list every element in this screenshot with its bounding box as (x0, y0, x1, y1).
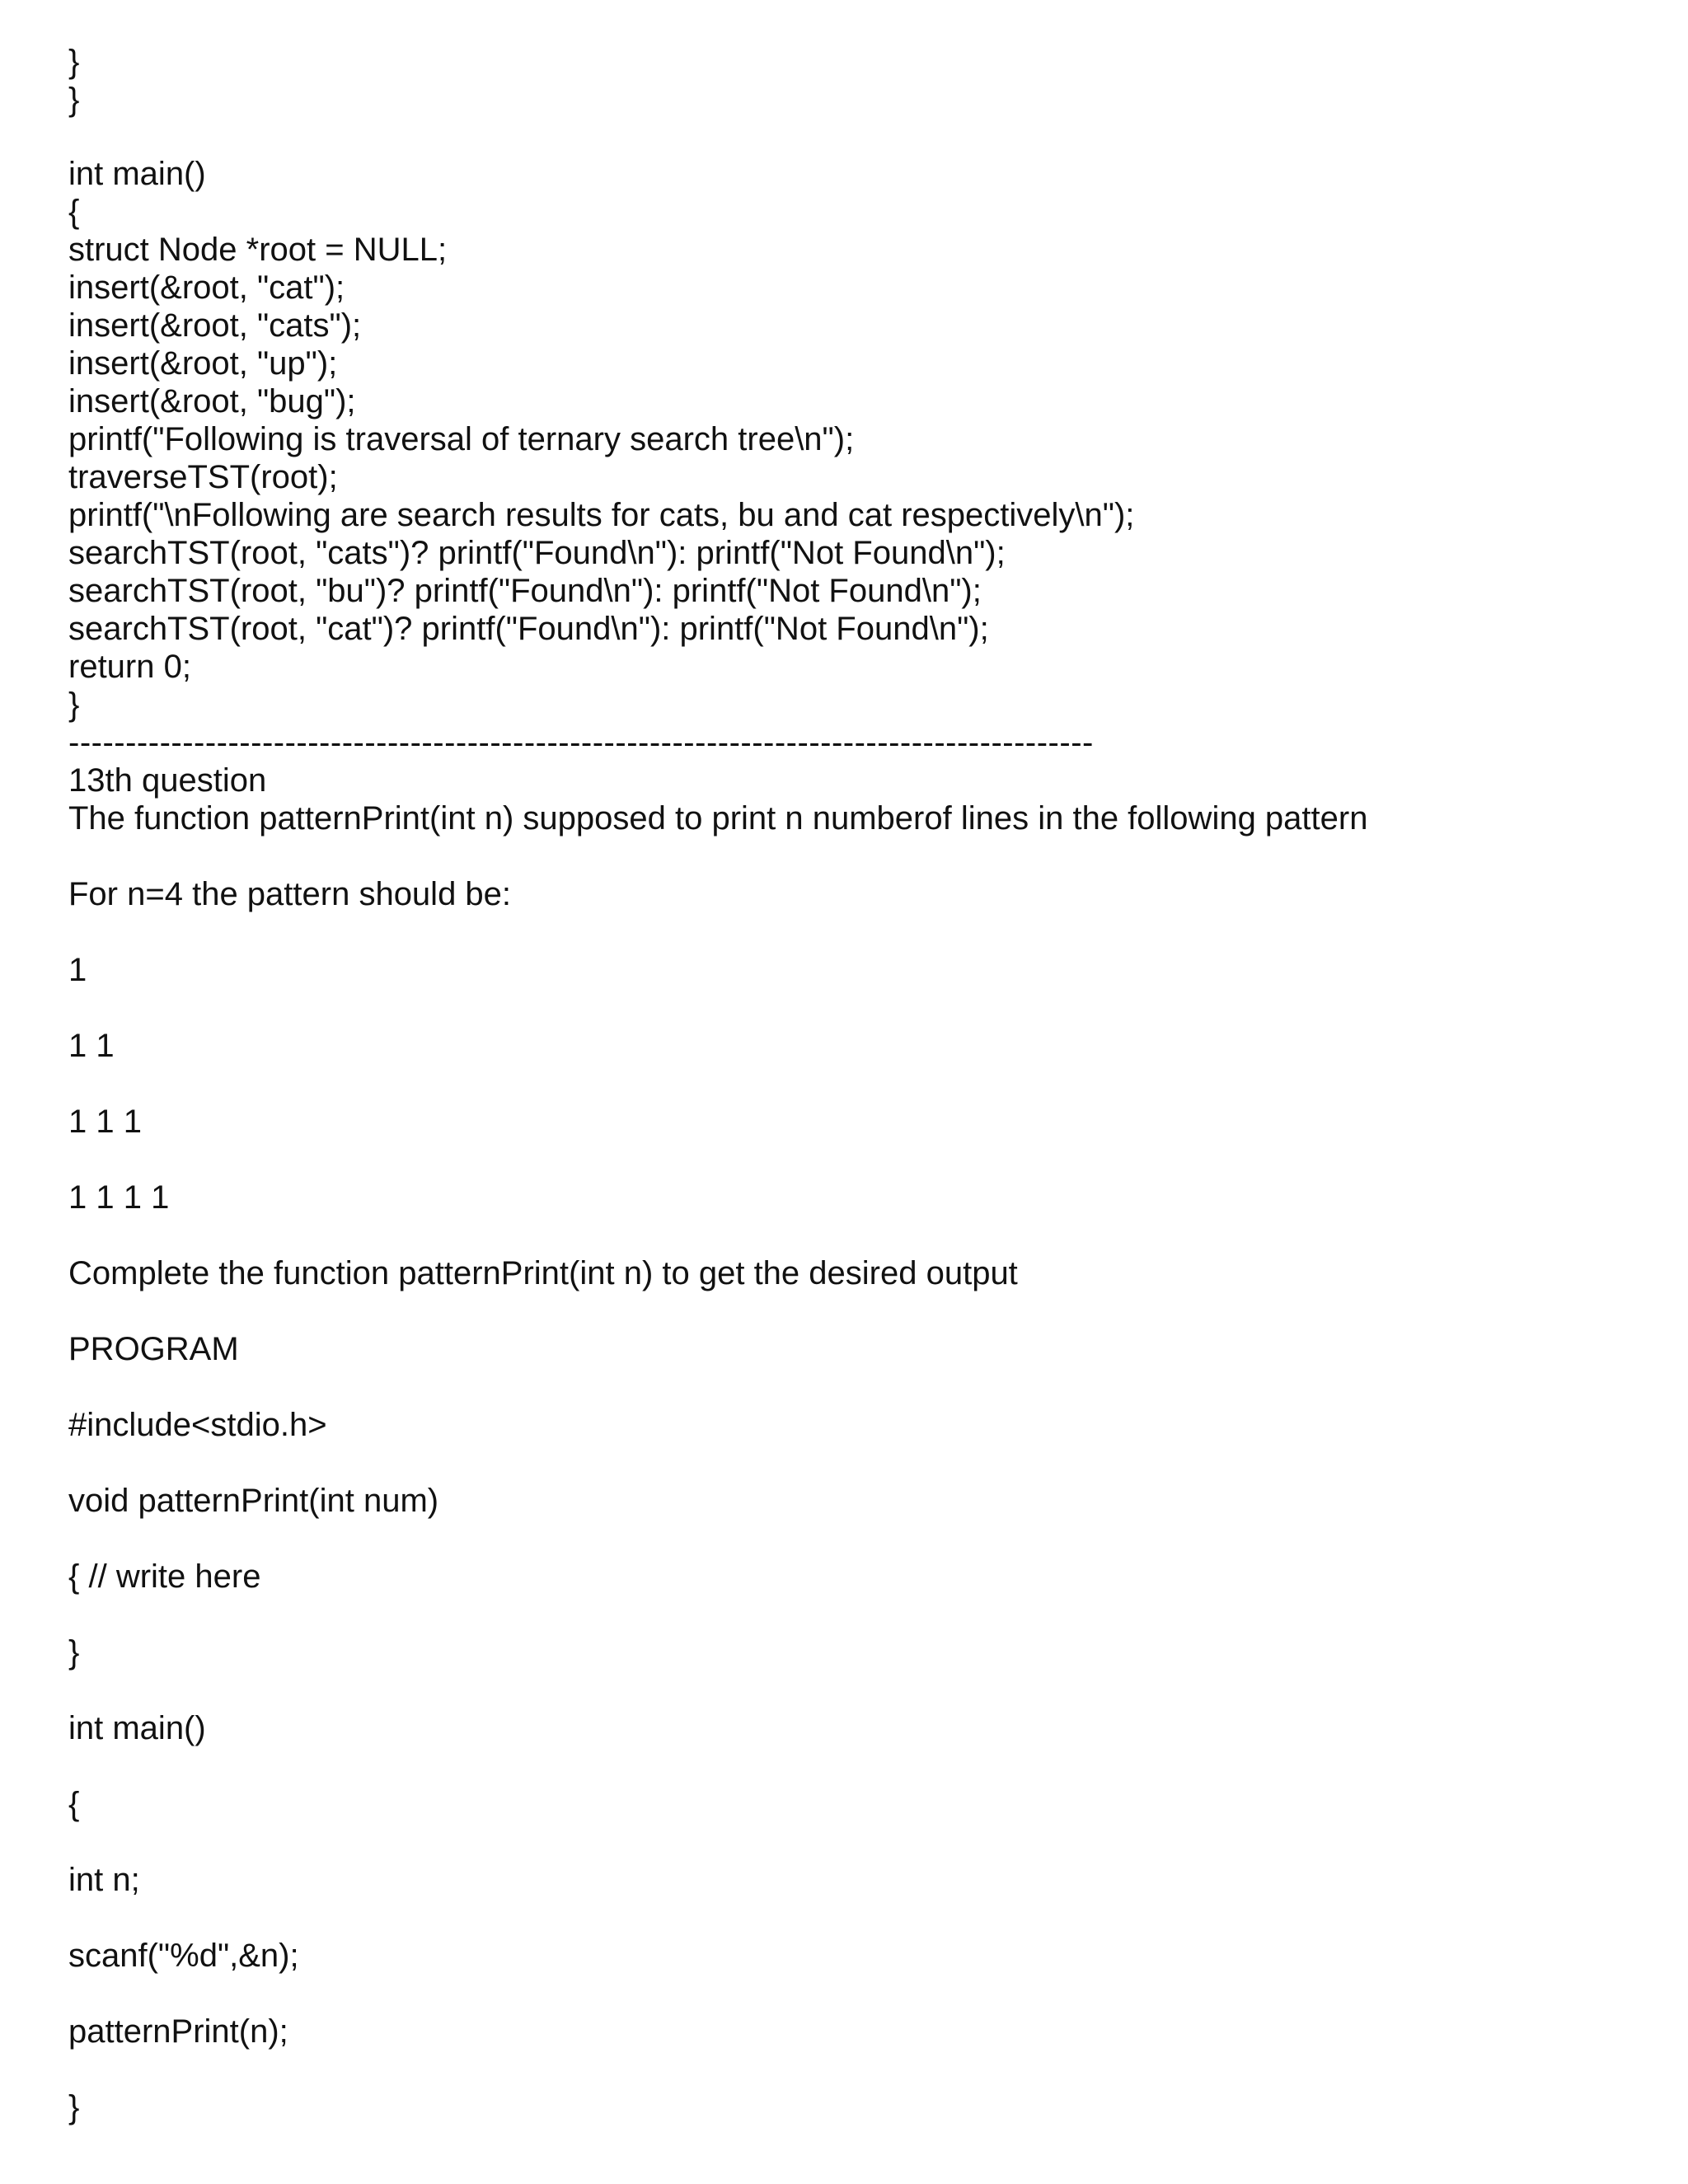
code-line: insert(&root, "cats"); (68, 307, 362, 344)
question-description: The function patternPrint(int n) supposed to print n numberof lines in the following pattern (68, 800, 1368, 837)
code-line: insert(&root, "up"); (68, 345, 338, 382)
program-line: int main() (68, 1710, 206, 1746)
program-line: void patternPrint(int num) (68, 1483, 439, 1519)
code-line: printf("Following is traversal of ternary search tree\n"); (68, 421, 855, 457)
pattern-line: 1 1 1 (68, 1104, 142, 1140)
program-line: } (68, 1634, 80, 1671)
program-line: } (68, 2089, 80, 2125)
program-line: #include<stdio.h> (68, 1407, 327, 1443)
separator-line: ------------------------------------------------------------------------------------------ (68, 724, 1094, 761)
instruction-text: Complete the function patternPrint(int n) to get the desired output (68, 1255, 1018, 1291)
code-line: searchTST(root, "bu")? printf("Found\n"): printf("Not Found\n"); (68, 573, 982, 609)
code-line: struct Node *root = NULL; (68, 232, 448, 268)
program-line: int n; (68, 1862, 140, 1898)
code-line: } (68, 687, 80, 723)
program-line: { (68, 1786, 80, 1822)
code-line: return 0; (68, 649, 191, 685)
example-intro: For n=4 the pattern should be: (68, 876, 512, 912)
program-line: patternPrint(n); (68, 2013, 288, 2050)
code-line: searchTST(root, "cat")? printf("Found\n"): printf("Not Found\n"); (68, 611, 989, 647)
program-line: { // write here (68, 1558, 261, 1595)
program-label: PROGRAM (68, 1331, 239, 1367)
code-line: } (68, 82, 80, 118)
code-line: } (68, 44, 80, 80)
code-line: printf("\nFollowing are search results for cats, bu and cat respectively\n"); (68, 497, 1135, 533)
code-line: { (68, 194, 80, 230)
program-line: scanf("%d",&n); (68, 1938, 299, 1974)
pattern-line: 1 1 1 1 (68, 1179, 170, 1216)
code-line: searchTST(root, "cats")? printf("Found\n"): printf("Not Found\n"); (68, 535, 1006, 571)
question-heading: 13th question (68, 762, 267, 799)
pattern-line: 1 (68, 952, 87, 988)
code-line: int main() (68, 156, 206, 192)
pattern-line: 1 1 (68, 1028, 115, 1064)
code-line: traverseTST(root); (68, 459, 338, 495)
code-line: insert(&root, "cat"); (68, 269, 345, 306)
code-line: insert(&root, "bug"); (68, 383, 356, 419)
